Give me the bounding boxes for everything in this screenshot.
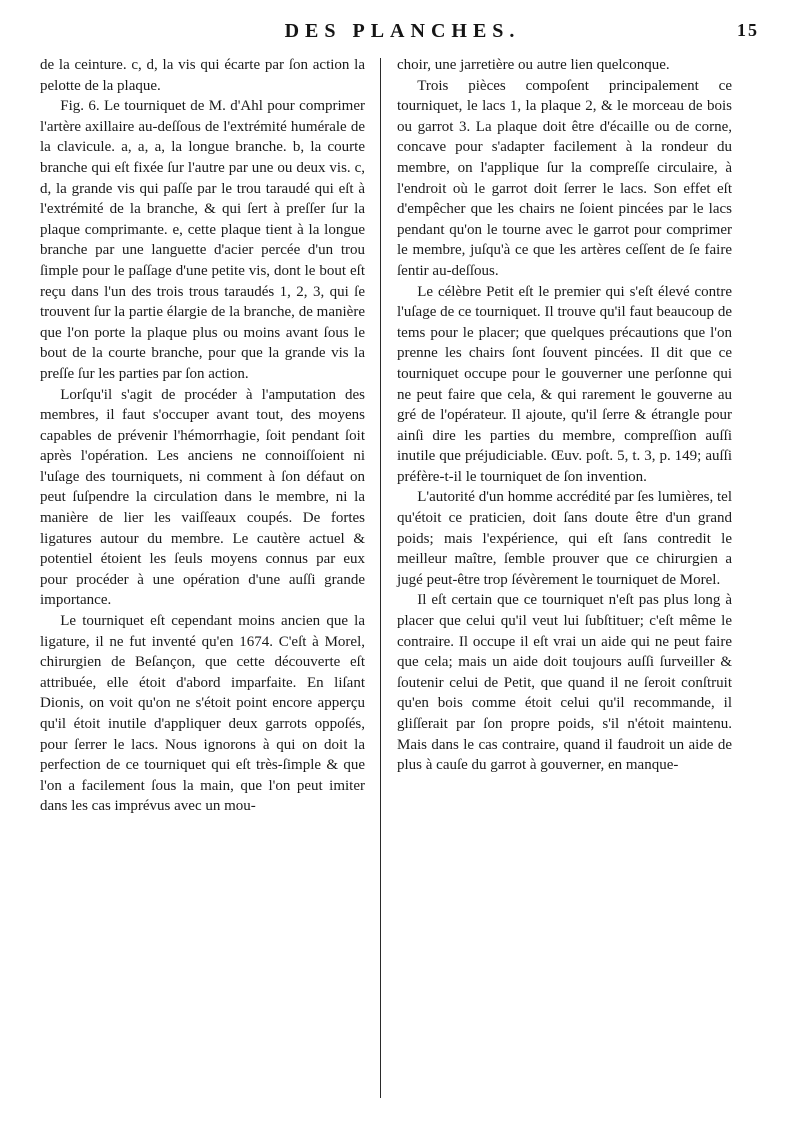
paragraph: de la ceinture. c, d, la vis qui écarte par ſon action la pelotte de la plaque.: [40, 57, 365, 94]
paragraph: L'autorité d'un homme accrédité par ſes lumières, tel qu'étoit ce praticien, doit ſans doute être d'un grand poids; mais l'expérience, qui eſt ſans contredit le meilleur maître, ſemble prouver que ce chirurgien a jugé peut-être trop ſévèrement le tourniquet de Morel.: [397, 489, 732, 588]
paragraph: choir, une jarretière ou autre lien quelconque.: [397, 57, 670, 73]
paragraph: Trois pièces compoſent principalement ce tourniquet, le lacs 1, la plaque 2, & le morceau de bois ou garrot 3. La plaque doit être d'écaille ou de corne, concave pour s'adapter facilement à la rondeur du membre, on l'applique ſur la compreſſe circulaire, à l'endroit où le garrot doit ſerrer le lacs. Son effet eſt d'empêcher que les chairs ne ſoient pincées par le lacs pendant qu'on le tourne avec le garrot pour comprimer le membre, juſqu'à ce que les artères ceſſent de ſe faire ſentir au-deſſous.: [397, 77, 732, 279]
page-number: 15: [737, 20, 759, 40]
right-column: [397, 55, 732, 776]
paragraph: Fig. 6. Le tourniquet de M. d'Ahl pour comprimer l'artère axillaire au-deſſous de l'extrémité humérale de la clavicule. a, a, a, la longue branche. b, la courte branche qui eſt fixée ſur l'autre par une ou deux vis. c, d, la grande vis qui paſſe par le trou taraudé qui eſt à l'extrémité de la branche, & qui ſert à preſſer ſur la plaque comprimante. e, cette plaque tient à la longue branche par une languette d'acier percée d'un trou ſimple pour le paſſage d'une petite vis, dont le bout eſt reçu dans l'un des trois trous taraudés 1, 2, 3, qui ſe trouvent ſur la partie élargie de la branche, de manière que l'on porte la plaque plus ou moins avant ſous le bout de la courte branche, pour que la grande vis la preſſe ſur les parties par ſon action.: [40, 98, 365, 382]
column-divider: [380, 58, 381, 1098]
paragraph: Le célèbre Petit eſt le premier qui s'eſt élevé contre l'uſage de ce tourniquet. Il trouve qu'il faut beaucoup de tems pour le placer; que quelques précautions que l'on prenne les chairs ſont ſouvent pincées. Il dit que ce tourniquet occupe pour le gouverner une perſonne qui ne peut faire que cela, & qui rarement le gouverne au gré de l'opérateur. Il ajoute, qu'il ſerre & étrangle pour ainſi dire les parties du membre, compreſſion auſſi inutile que préjudiciable. Œuv. poſt. 5, t. 3, p. 149; auſſi préfère-t-il le tourniquet de ſon invention.: [397, 283, 732, 485]
paragraph: Le tourniquet eſt cependant moins ancien que la ligature, il ne fut inventé qu'en 1674. C'eſt à Morel, chirurgien de Beſançon, que cette découverte eſt attribuée, elle étoit d'abord imparfaite. En liſant Dionis, on voit qu'on ne s'étoit point encore apperçu qu'il étoit inutile d'appliquer deux garrots oppoſés, pour ſerrer le lacs. Nous ignorons à qui on doit la perfection de ce tourniquet qui eſt très-ſimple & que l'on a facilement ſous la main, que l'on peut imiter dans les cas imprévus avec un mou-: [40, 613, 365, 815]
running-title: DES PLANCHES.: [284, 20, 521, 42]
paragraph: Il eſt certain que ce tourniquet n'eſt pas plus long à placer que celui qu'il veut lui ſubſtituer; c'eſt même le contraire. Il occupe il eſt vrai un aide qui ne peut faire que cela; mais un aide doit toujours auſſi ſurveiller & ſoutenir celui de Petit, que quand il ne ſeroit conſtruit qu'en bois comme étoit celui qu'il recommande, il gliſſerait par ſon propre poids, s'il n'étoit maintenu. Mais dans le cas contraire, quand il faudroit un aide de plus à cauſe du garrot à gouverner, en manque-: [397, 592, 732, 774]
paragraph: Lorſqu'il s'agit de procéder à l'amputation des membres, il faut s'occuper avant tout, des moyens capables de prévenir l'hémorrhagie, ſoit pendant ſoit après l'opération. Les anciens ne connoiſſoient ni l'uſage des tourniquets, ni comment à ſon défaut on peut ſuſpendre la circulation dans le membre, ni la manière de lier les vaiſſeaux coupés. De fortes ligatures autour du membre. Le cautère actuel & potentiel étoient les ſeuls moyens connus par eux pour procéder à une opération d'une auſſi grande importance.: [40, 386, 365, 609]
left-column: [40, 55, 365, 817]
